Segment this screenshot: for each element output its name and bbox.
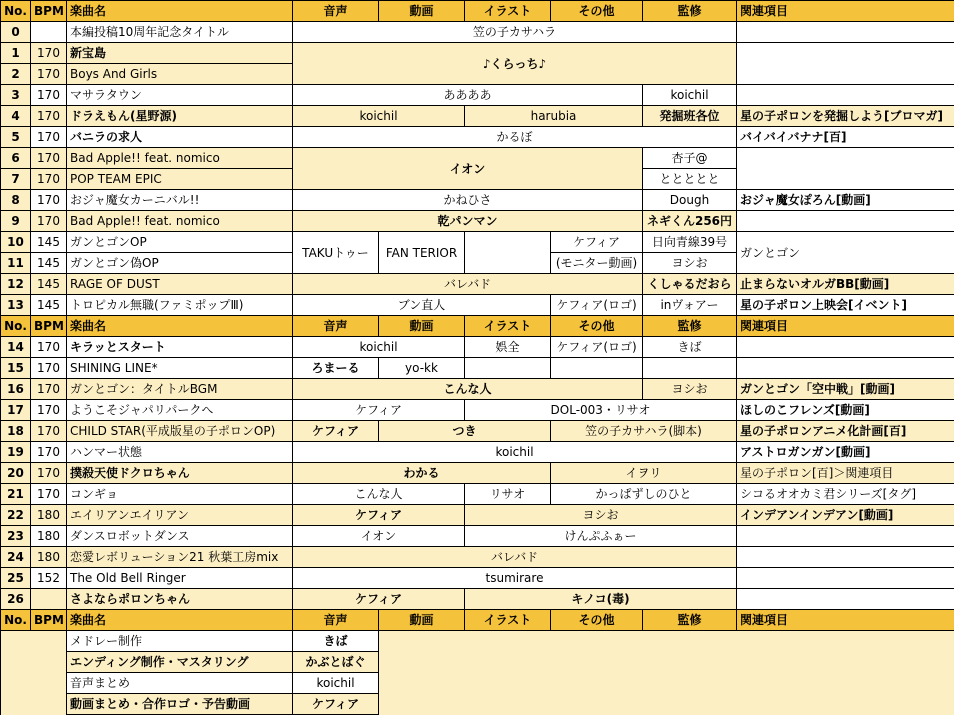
staff-row xyxy=(1,631,954,652)
row-bpm: 170 xyxy=(31,148,67,169)
staff-spacer xyxy=(1,631,67,715)
row-related xyxy=(737,526,954,547)
row-credit: koichil xyxy=(293,442,737,463)
row-title: POP TEAM EPIC xyxy=(67,169,293,190)
row-no: 11 xyxy=(1,253,31,274)
table-row xyxy=(1,337,954,358)
staff-name: かぶとばぐ xyxy=(293,652,379,673)
row-no: 13 xyxy=(1,295,31,316)
header-voice: 音声 xyxy=(293,316,379,337)
row-credit: イヲリ xyxy=(551,463,737,484)
row-rest: 笠の子カサハラ(脚本) xyxy=(551,421,737,442)
row-illust: リサオ xyxy=(465,484,551,505)
header-supervisor: 監修 xyxy=(643,610,737,631)
table-row xyxy=(1,421,954,442)
header-related: 関連項目 xyxy=(737,1,954,22)
header-supervisor: 監修 xyxy=(643,1,737,22)
header-video: 動画 xyxy=(379,610,465,631)
table-row xyxy=(1,106,954,127)
row-supervisor: 杏子@ xyxy=(643,148,737,169)
row-title: Boys And Girls xyxy=(67,64,293,85)
row-no: 6 xyxy=(1,148,31,169)
table-row xyxy=(1,526,954,547)
header-no: No. xyxy=(1,1,31,22)
row-related xyxy=(737,22,954,43)
row-voice: ろまーる xyxy=(293,358,379,379)
row-no: 19 xyxy=(1,442,31,463)
row-title: 新宝島 xyxy=(67,43,293,64)
row-related: シコるオオカミ君シリーズ[タグ] xyxy=(737,484,954,505)
staff-name: きば xyxy=(293,631,379,652)
row-no: 14 xyxy=(1,337,31,358)
row-rest: DOL-003・リサオ xyxy=(465,400,737,421)
row-video: つき xyxy=(379,421,551,442)
row-illust: harubia xyxy=(465,106,643,127)
row-no: 5 xyxy=(1,127,31,148)
staff-name: ケフィア xyxy=(293,694,379,715)
row-supervisor: 発掘班各位 xyxy=(643,106,737,127)
header-row xyxy=(1,1,954,22)
row-voice: koichil xyxy=(293,337,465,358)
row-title: RAGE OF DUST xyxy=(67,274,293,295)
row-title: ようこそジャパリパークへ xyxy=(67,400,293,421)
row-no: 25 xyxy=(1,568,31,589)
row-title: ガンとゴンOP xyxy=(67,232,293,253)
row-title: ダンスロボットダンス xyxy=(67,526,293,547)
header-title: 楽曲名 xyxy=(67,610,293,631)
row-supervisor: ネギくん256円 xyxy=(643,211,737,232)
row-title: バニラの求人 xyxy=(67,127,293,148)
row-bpm: 170 xyxy=(31,463,67,484)
staff-role: エンディング制作・マスタリング xyxy=(67,652,293,673)
row-bpm: 170 xyxy=(31,169,67,190)
row-title: 撲殺天使ドクロちゃん xyxy=(67,463,293,484)
table-row xyxy=(1,568,954,589)
row-related xyxy=(737,589,954,610)
row-related xyxy=(737,358,954,379)
row-voice: ケフィア xyxy=(293,589,465,610)
header-video: 動画 xyxy=(379,1,465,22)
table-row xyxy=(1,442,954,463)
row-no: 8 xyxy=(1,190,31,211)
row-bpm: 170 xyxy=(31,421,67,442)
table-row xyxy=(1,589,954,610)
row-related: アストロガンガン[動画] xyxy=(737,442,954,463)
row-bpm: 170 xyxy=(31,106,67,127)
header-bpm: BPM xyxy=(31,1,67,22)
staff-role: メドレー制作 xyxy=(67,631,293,652)
row-title: ハンマー状態 xyxy=(67,442,293,463)
row-title: マサラタウン xyxy=(67,85,293,106)
row-supervisor: koichil xyxy=(643,85,737,106)
row-supervisor: ヨシお xyxy=(643,253,737,274)
row-other: ケフィア xyxy=(551,232,643,253)
row-supervisor: ととととと xyxy=(643,169,737,190)
header-row xyxy=(1,610,954,631)
row-title: Bad Apple!! feat. nomico xyxy=(67,211,293,232)
row-credit: ブン直人 xyxy=(293,295,551,316)
header-row xyxy=(1,316,954,337)
row-credit: 乾パンマン xyxy=(293,211,643,232)
row-supervisor: Dough xyxy=(643,190,737,211)
row-related: 星の子ポロンアニメ化計画[百] xyxy=(737,421,954,442)
row-video: FAN TERIOR xyxy=(379,232,465,274)
table-row xyxy=(1,148,954,169)
row-title: 本編投稿10周年記念タイトル xyxy=(67,22,293,43)
table-row xyxy=(1,190,954,211)
row-related xyxy=(737,148,954,190)
row-related: おジャ魔女ぽろん[動画] xyxy=(737,190,954,211)
row-bpm: 170 xyxy=(31,337,67,358)
header-bpm: BPM xyxy=(31,610,67,631)
row-credit: わかる xyxy=(293,463,551,484)
row-no: 23 xyxy=(1,526,31,547)
row-bpm: 170 xyxy=(31,85,67,106)
header-supervisor: 監修 xyxy=(643,316,737,337)
table-row xyxy=(1,484,954,505)
row-no: 15 xyxy=(1,358,31,379)
row-bpm: 170 xyxy=(31,379,67,400)
header-voice: 音声 xyxy=(293,610,379,631)
row-no: 12 xyxy=(1,274,31,295)
row-voice: ケフィア xyxy=(293,505,465,526)
row-credit: tsumirare xyxy=(293,568,737,589)
row-voice: ケフィア xyxy=(293,400,465,421)
row-illust xyxy=(465,358,551,379)
row-video: yo-kk xyxy=(379,358,465,379)
row-bpm: 145 xyxy=(31,253,67,274)
table-row xyxy=(1,274,954,295)
row-bpm: 152 xyxy=(31,568,67,589)
row-bpm xyxy=(31,22,67,43)
row-related: インデアンインデアン[動画] xyxy=(737,505,954,526)
row-related: ガンとゴン「空中戦」[動画] xyxy=(737,379,954,400)
row-bpm: 170 xyxy=(31,64,67,85)
row-illust xyxy=(465,232,551,274)
row-no: 24 xyxy=(1,547,31,568)
header-no: No. xyxy=(1,316,31,337)
table-row xyxy=(1,379,954,400)
row-no: 26 xyxy=(1,589,31,610)
row-no: 21 xyxy=(1,484,31,505)
row-illust: 娯全 xyxy=(465,337,551,358)
table-row xyxy=(1,463,954,484)
staff-role: 動画まとめ・合作ロゴ・予告動画 xyxy=(67,694,293,715)
staff-name: koichil xyxy=(293,673,379,694)
table-row xyxy=(1,43,954,64)
table-row xyxy=(1,22,954,43)
row-bpm: 180 xyxy=(31,526,67,547)
row-bpm: 145 xyxy=(31,232,67,253)
row-related: バイバイバナナ[百] xyxy=(737,127,954,148)
row-bpm xyxy=(31,589,67,610)
row-title: エイリアンエイリアン xyxy=(67,505,293,526)
row-bpm: 180 xyxy=(31,547,67,568)
row-credit: かねひさ xyxy=(293,190,643,211)
row-no: 10 xyxy=(1,232,31,253)
row-related: 止まらないオルガBB[動画] xyxy=(737,274,954,295)
row-no: 0 xyxy=(1,22,31,43)
row-related: 星の子ポロン[百]＞関連項目 xyxy=(737,463,954,484)
row-bpm: 145 xyxy=(31,295,67,316)
header-related: 関連項目 xyxy=(737,610,954,631)
table-row xyxy=(1,295,954,316)
row-other xyxy=(551,358,643,379)
header-no: No. xyxy=(1,610,31,631)
row-bpm: 170 xyxy=(31,211,67,232)
header-other: その他 xyxy=(551,610,643,631)
row-credit: バレバド xyxy=(293,274,643,295)
row-voice: TAKUトゥー xyxy=(293,232,379,274)
table-row xyxy=(1,232,954,253)
header-related: 関連項目 xyxy=(737,316,954,337)
row-credit: かるぼ xyxy=(293,127,737,148)
table-row xyxy=(1,127,954,148)
row-title: さよならポロンちゃん xyxy=(67,589,293,610)
row-no: 1 xyxy=(1,43,31,64)
header-title: 楽曲名 xyxy=(67,316,293,337)
row-no: 2 xyxy=(1,64,31,85)
row-supervisor: きば xyxy=(643,337,737,358)
row-credit: バレバド xyxy=(293,547,737,568)
row-title: コンギョ xyxy=(67,484,293,505)
row-rest: ヨシお xyxy=(465,505,737,526)
row-credit: ああああ xyxy=(293,85,643,106)
row-credit: 笠の子カサハラ xyxy=(293,22,737,43)
row-no: 17 xyxy=(1,400,31,421)
header-illust: イラスト xyxy=(465,1,551,22)
staff-blank xyxy=(379,631,954,715)
row-supervisor: 日向青線39号 xyxy=(643,232,737,253)
row-related: ガンとゴン xyxy=(737,232,954,274)
row-title: キラッとスタート xyxy=(67,337,293,358)
row-title: ガンとゴン偽OP xyxy=(67,253,293,274)
table-row xyxy=(1,547,954,568)
header-other: その他 xyxy=(551,316,643,337)
row-other: (モニター動画) xyxy=(551,253,643,274)
row-no: 18 xyxy=(1,421,31,442)
table-row xyxy=(1,505,954,526)
row-related: 星の子ポロンを発掘しよう[ブロマガ] xyxy=(737,106,954,127)
row-title: Bad Apple!! feat. nomico xyxy=(67,148,293,169)
table-row xyxy=(1,211,954,232)
row-voice: koichil xyxy=(293,106,465,127)
row-title: ドラえもん(星野源) xyxy=(67,106,293,127)
row-related xyxy=(737,337,954,358)
row-title: 恋愛レボリューション21 秋葉工房mix xyxy=(67,547,293,568)
row-related: 星の子ポロン上映会[イベント] xyxy=(737,295,954,316)
row-title: おジャ魔女カーニバル!! xyxy=(67,190,293,211)
row-title: SHINING LINE* xyxy=(67,358,293,379)
row-no: 9 xyxy=(1,211,31,232)
row-supervisor: ヨシお xyxy=(643,379,737,400)
row-no: 3 xyxy=(1,85,31,106)
header-video: 動画 xyxy=(379,316,465,337)
row-bpm: 170 xyxy=(31,400,67,421)
table-row xyxy=(1,85,954,106)
row-bpm: 170 xyxy=(31,484,67,505)
row-related xyxy=(737,85,954,106)
row-credit: ♪くらっち♪ xyxy=(293,43,737,85)
staff-role: 音声まとめ xyxy=(67,673,293,694)
row-related xyxy=(737,568,954,589)
row-credit: イオン xyxy=(293,148,643,190)
header-illust: イラスト xyxy=(465,316,551,337)
row-bpm: 170 xyxy=(31,43,67,64)
row-credit: こんな人 xyxy=(293,379,643,400)
row-title: トロピカル無職(ファミポップⅢ) xyxy=(67,295,293,316)
row-other: ケフィア(ロゴ) xyxy=(551,295,643,316)
header-voice: 音声 xyxy=(293,1,379,22)
row-supervisor xyxy=(643,358,737,379)
row-bpm: 180 xyxy=(31,505,67,526)
row-no: 22 xyxy=(1,505,31,526)
row-rest: かっぱずしのひと xyxy=(551,484,737,505)
table-row xyxy=(1,358,954,379)
row-voice: ケフィア xyxy=(293,421,379,442)
row-voice: こんな人 xyxy=(293,484,465,505)
row-bpm: 170 xyxy=(31,127,67,148)
row-no: 20 xyxy=(1,463,31,484)
header-illust: イラスト xyxy=(465,610,551,631)
row-related xyxy=(737,43,954,85)
header-bpm: BPM xyxy=(31,316,67,337)
row-related: ほしのこフレンズ[動画] xyxy=(737,400,954,421)
row-supervisor: inヴォアー xyxy=(643,295,737,316)
row-bpm: 145 xyxy=(31,274,67,295)
row-voice: イオン xyxy=(293,526,465,547)
row-title: ガンとゴン：タイトルBGM xyxy=(67,379,293,400)
row-related xyxy=(737,211,954,232)
row-bpm: 170 xyxy=(31,442,67,463)
row-rest: キノコ(毒) xyxy=(465,589,737,610)
header-title: 楽曲名 xyxy=(67,1,293,22)
row-title: The Old Bell Ringer xyxy=(67,568,293,589)
row-rest: けんぷふぁー xyxy=(465,526,737,547)
row-bpm: 170 xyxy=(31,358,67,379)
row-supervisor: くしゃるだおら xyxy=(643,274,737,295)
row-related xyxy=(737,547,954,568)
row-no: 16 xyxy=(1,379,31,400)
row-no: 7 xyxy=(1,169,31,190)
row-no: 4 xyxy=(1,106,31,127)
row-bpm: 170 xyxy=(31,190,67,211)
row-other: ケフィア(ロゴ) xyxy=(551,337,643,358)
table-row xyxy=(1,400,954,421)
header-other: その他 xyxy=(551,1,643,22)
row-title: CHILD STAR(平成版星の子ポロンOP) xyxy=(67,421,293,442)
